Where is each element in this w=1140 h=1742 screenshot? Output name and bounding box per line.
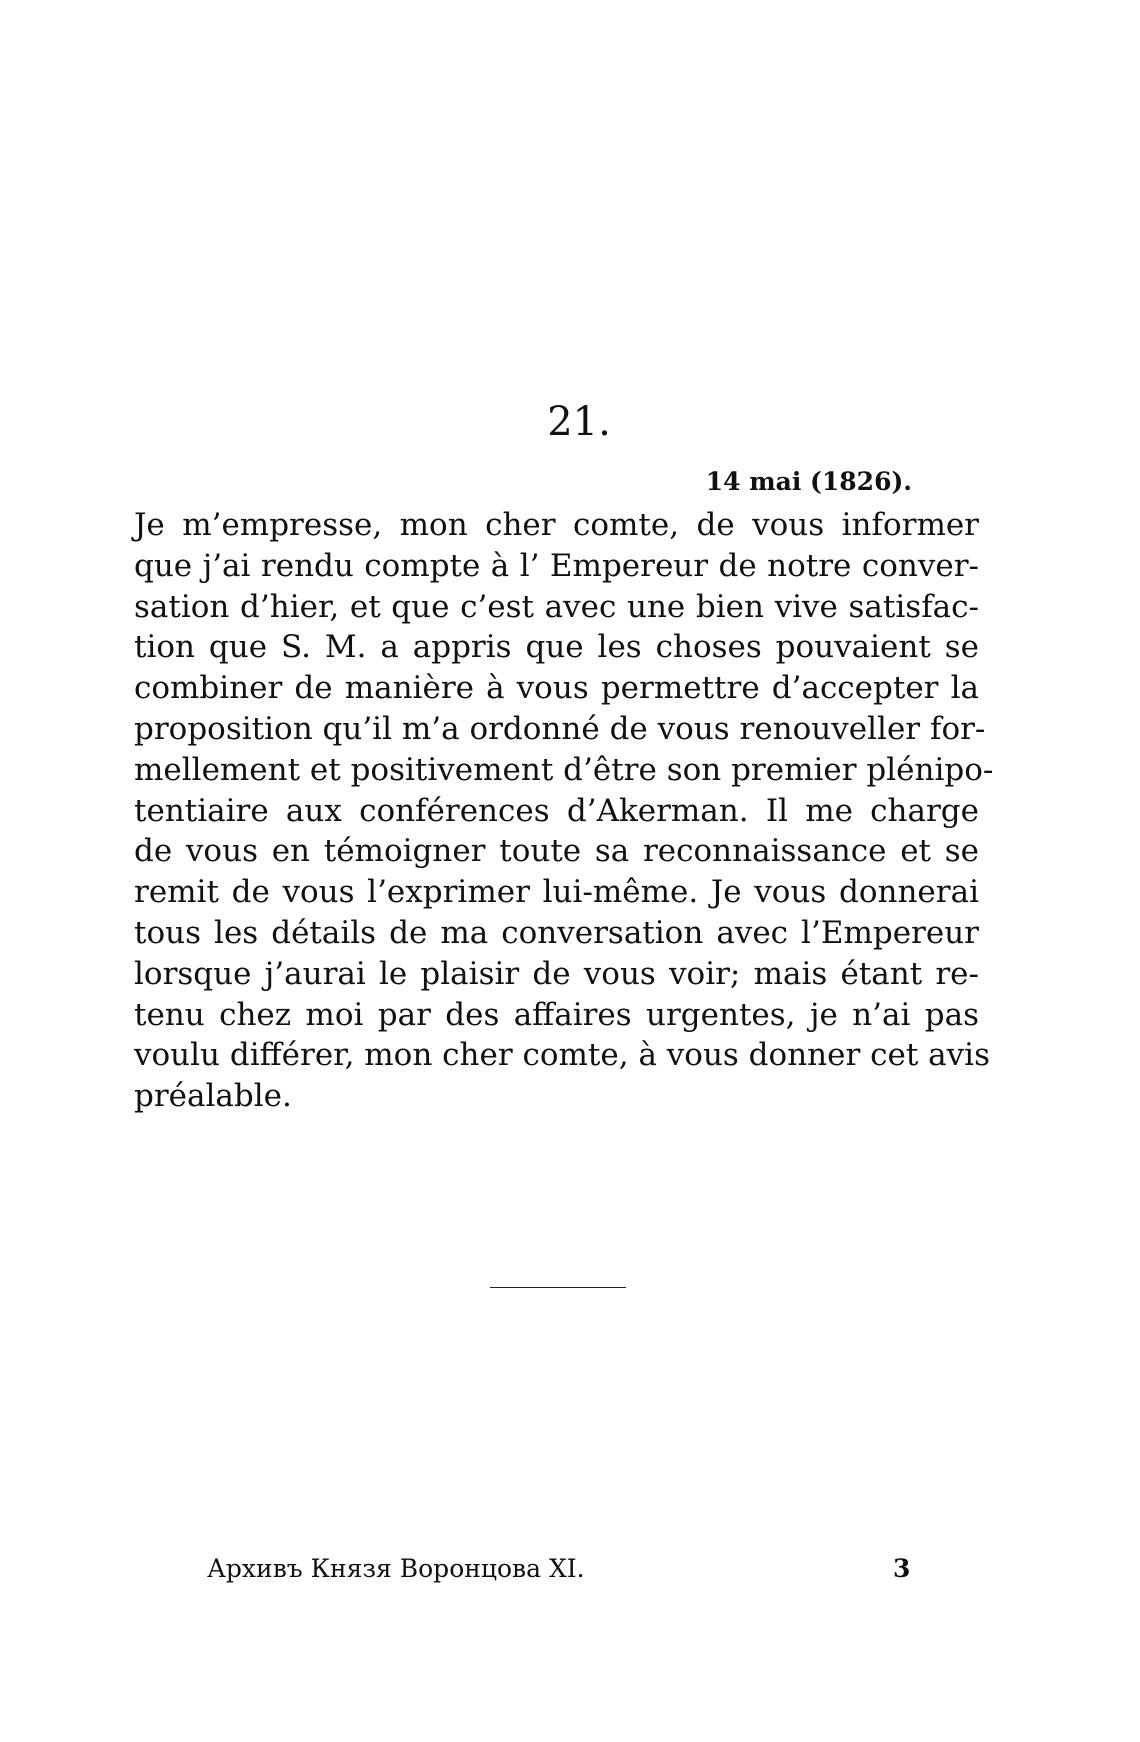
body-line: tenu chez moi par des affaires urgentes, je n’ai pas (134, 996, 979, 1033)
footer-title: Архивъ Князя Воронцова XI. (207, 1554, 585, 1583)
body-line: tentiaire aux conférences d’Akerman. Il me charge (134, 792, 979, 829)
letter-date: 14 mai (1826). (705, 467, 912, 496)
body-line: mellement et positivement d’être son premier plénipo- (134, 751, 994, 788)
body-line: tion que S. M. a appris que les choses pouvaient se (134, 629, 979, 666)
body-line: tous les détails de ma conversation avec l’Empereur (134, 914, 979, 951)
body-line: combiner de manière à vous permettre d’accepter la (134, 670, 979, 707)
page-number: 3 (893, 1554, 911, 1583)
body-line: remit de vous l’exprimer lui-même. Je vous donnerai (134, 874, 979, 911)
body-line: sation d’hier, et que c’est avec une bien vive satisfac- (134, 588, 979, 625)
body-line: de vous en témoigner toute sa reconnaissance et se (134, 833, 979, 870)
body-line: préalable. (134, 1078, 292, 1115)
body-line: lorsque j’aurai le plaisir de vous voir; mais étant re- (134, 955, 979, 992)
body-line: voulu différer, mon cher comte, à vous donner cet avis (134, 1037, 990, 1074)
letter-body (134, 505, 994, 1117)
letter-number: 21. (547, 399, 611, 445)
body-line: que j’ai rendu compte à l’ Empereur de notre conver- (134, 547, 979, 584)
body-line: proposition qu’il m’a ordonné de vous renouveller for- (134, 710, 986, 747)
body-line: Je m’empresse, mon cher comte, de vous informer (134, 507, 979, 543)
section-divider (490, 1287, 626, 1288)
